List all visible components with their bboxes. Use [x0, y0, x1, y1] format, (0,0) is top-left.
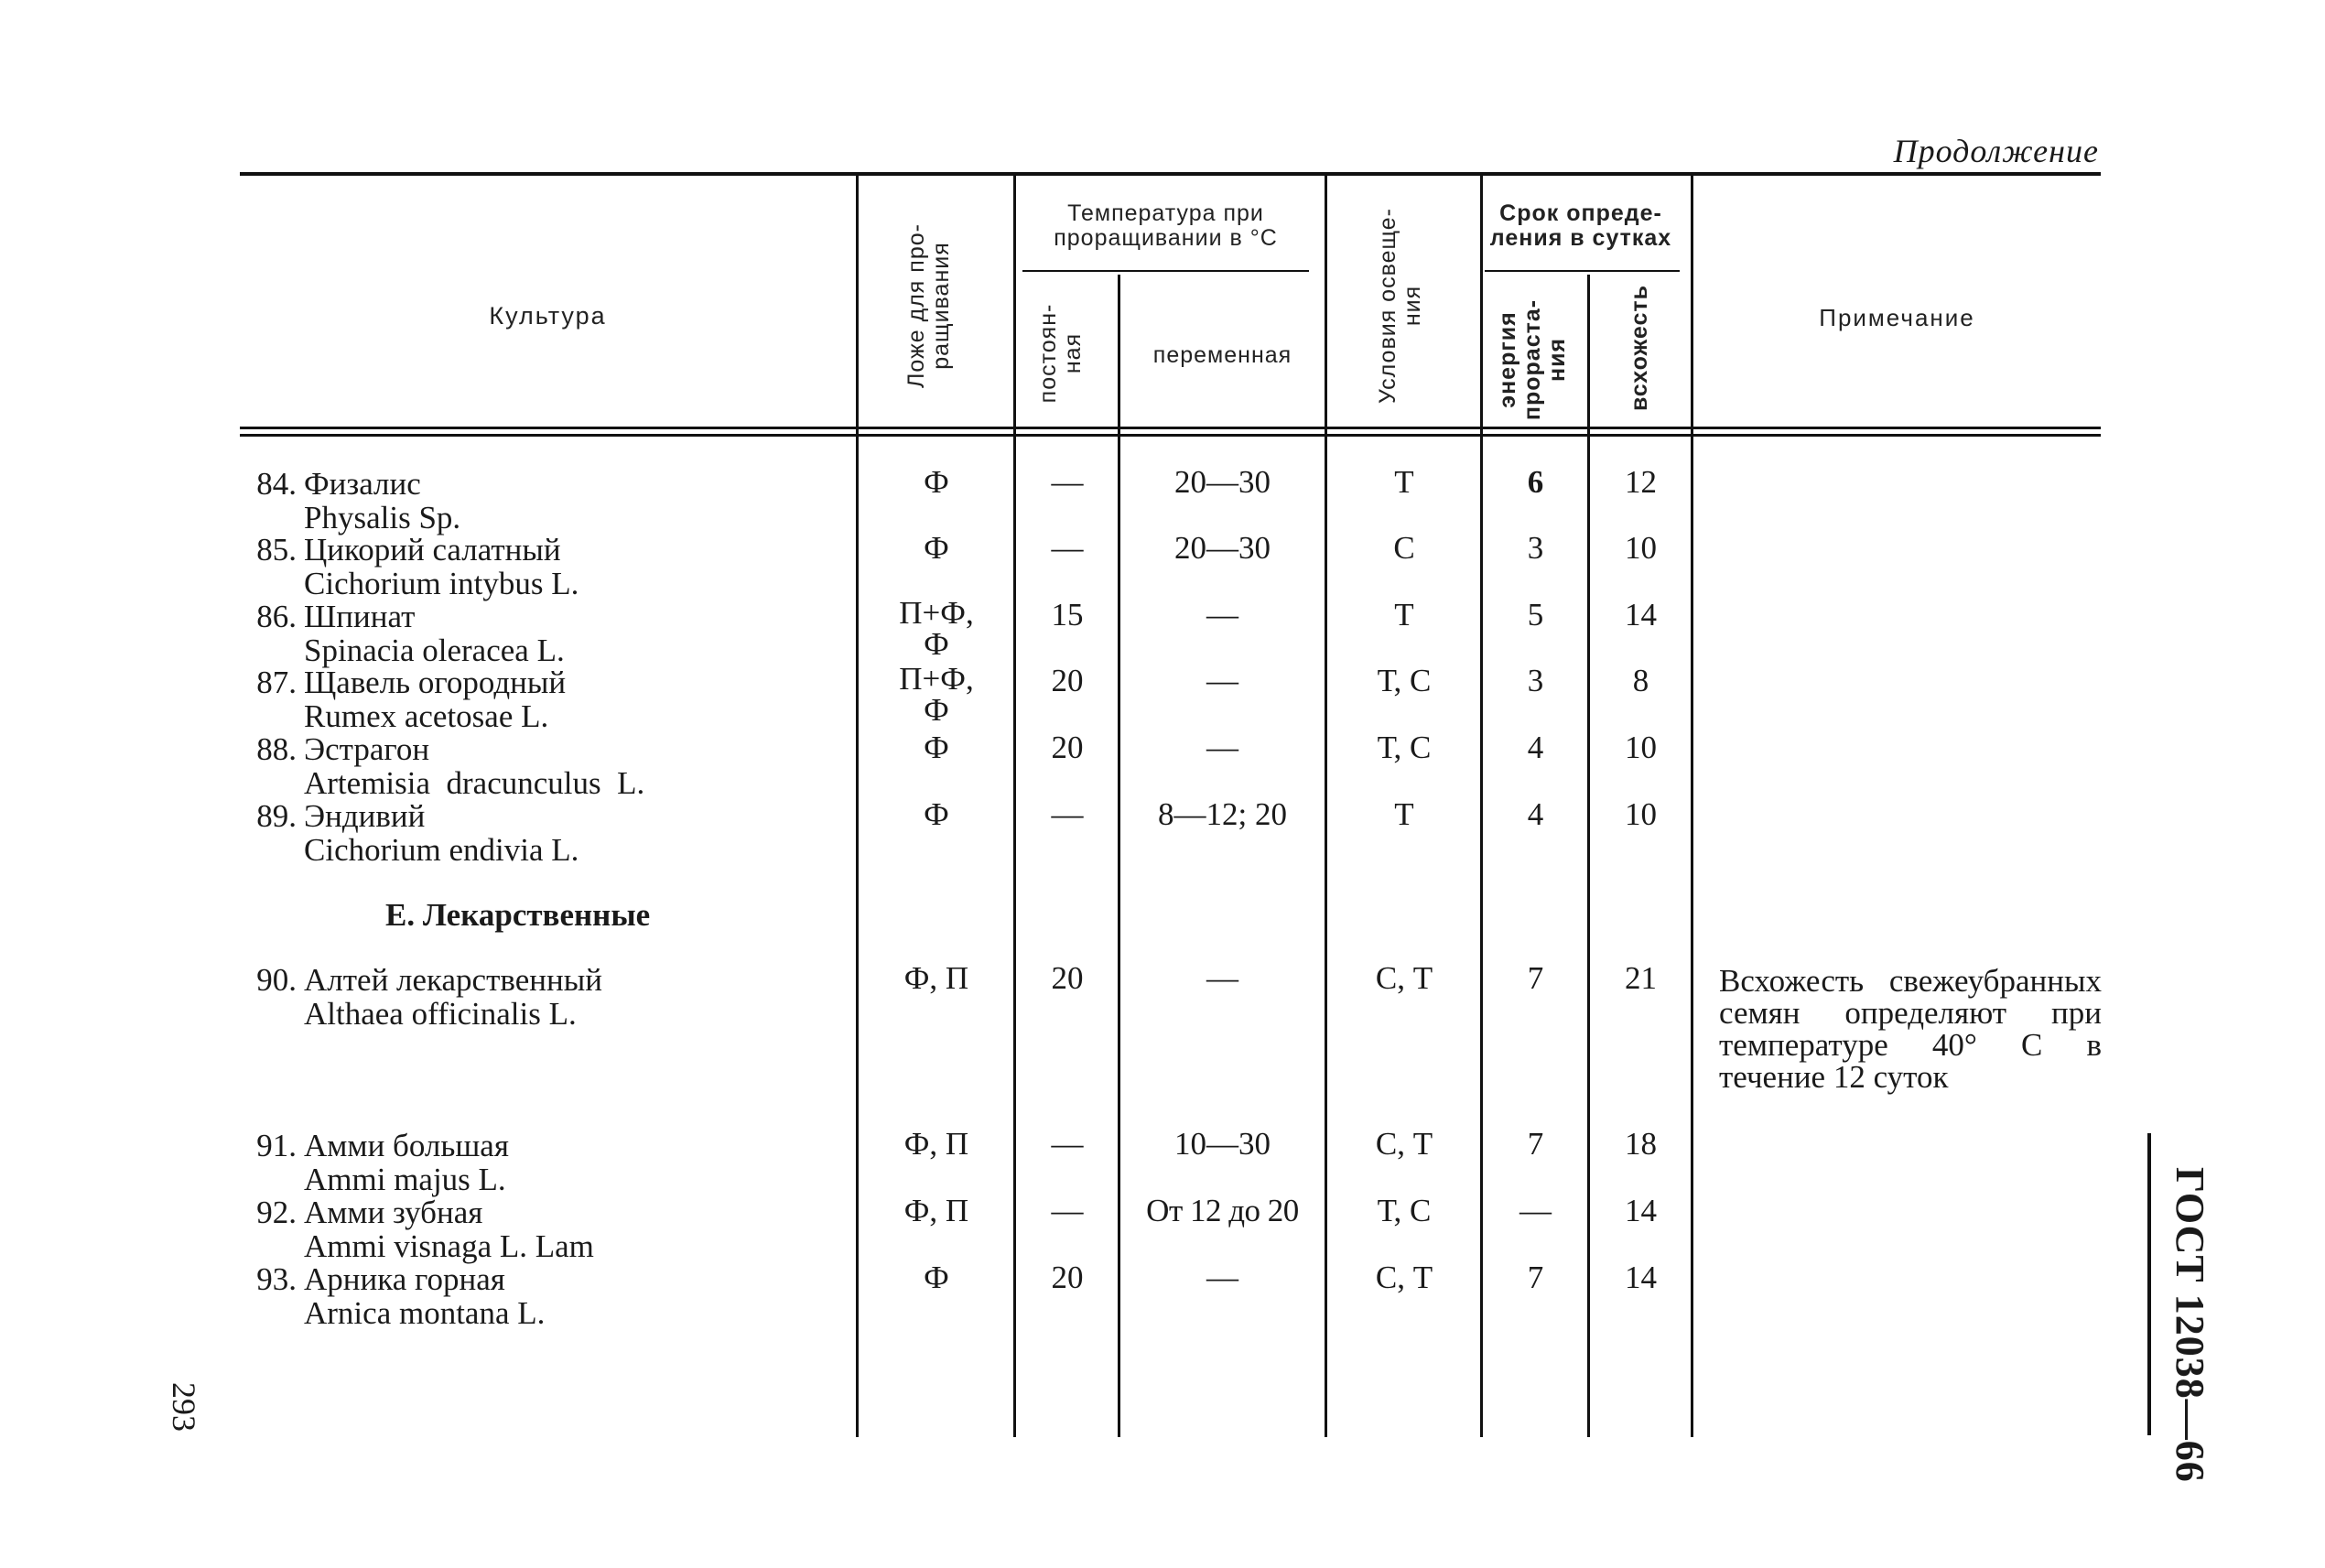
row-number: 86.: [256, 599, 297, 634]
temp-var-cell: —: [1206, 1260, 1238, 1295]
germ-cell: 18: [1625, 1126, 1657, 1162]
light-cell: С, Т: [1375, 1260, 1433, 1295]
germ-cell: 8: [1632, 663, 1649, 698]
light-cell: Т, С: [1377, 1193, 1432, 1228]
header-temp-const: постоян- ная: [1035, 303, 1086, 404]
culture-name: Шпинат: [304, 599, 416, 634]
temp-const-cell: 20: [1051, 663, 1084, 698]
culture-latin: Cichorium endivia L.: [304, 832, 579, 868]
germ-cell: 12: [1625, 464, 1657, 500]
bed-cell: [859, 595, 1014, 662]
culture-latin: Ammi visnaga L. Lam: [304, 1228, 594, 1264]
culture-latin: Althaea officinalis L.: [304, 996, 577, 1032]
bed-line-1: П+Ф,: [899, 661, 974, 697]
culture-latin: Spinacia oleracea L.: [304, 633, 565, 668]
temp-const-cell: 15: [1051, 597, 1084, 633]
energy-cell: —: [1519, 1193, 1552, 1228]
header-bed: Ложе для про- ращивания: [903, 223, 954, 388]
energy-cell: 3: [1527, 530, 1544, 566]
header-bottom-rule-2: [240, 434, 2101, 437]
bed-line-1: П+Ф,: [899, 595, 974, 631]
temp-var-cell: 10—30: [1174, 1126, 1271, 1162]
temp-const-cell: 20: [1051, 1260, 1084, 1295]
header-bottom-rule: [240, 427, 2101, 429]
temp-const-cell: —: [1051, 464, 1084, 500]
note-cell: Всхожесть свежеубранных семян определяют при температуре 40° С в течение 12 суток: [1719, 963, 2102, 1095]
table-row: [240, 1262, 545, 1330]
light-cell: С: [1393, 530, 1415, 566]
temp-var-cell: 8—12; 20: [1158, 796, 1287, 832]
energy-cell: 7: [1527, 960, 1544, 996]
temp-var-cell: —: [1206, 960, 1238, 996]
light-cell: Т: [1394, 597, 1414, 633]
header-temp-group: Температура при проращивании в °С: [1054, 200, 1278, 251]
row-number: 91.: [256, 1128, 297, 1163]
page-number: 293: [166, 1382, 202, 1432]
bed-cell: Ф: [924, 464, 949, 500]
bed-cell: [859, 661, 1014, 728]
culture-name: Физалис: [304, 466, 421, 502]
energy-cell: 4: [1527, 796, 1544, 832]
bed-cell: Ф: [924, 530, 949, 566]
section-title: Е. Лекарственные: [385, 897, 651, 933]
bed-cell: Ф, П: [903, 1126, 969, 1162]
energy-cell: 4: [1527, 730, 1544, 765]
temp-var-cell: 20—30: [1174, 464, 1271, 500]
row-number: 92.: [256, 1195, 297, 1230]
light-cell: С, Т: [1375, 1126, 1433, 1162]
header-term-group: Срок опреде- ления в сутках: [1489, 200, 1672, 251]
table-row: [240, 665, 566, 733]
light-cell: Т: [1394, 796, 1414, 832]
germ-cell: 14: [1625, 597, 1657, 633]
temp-const-cell: —: [1051, 796, 1084, 832]
germ-cell: 21: [1625, 960, 1657, 996]
germ-cell: 10: [1625, 796, 1657, 832]
continuation-label: Продолжение: [1893, 133, 2099, 169]
table-top-rule: [240, 172, 2101, 176]
bed-cell: Ф, П: [903, 960, 969, 996]
culture-latin: Physalis Sp.: [304, 500, 461, 535]
culture-name: Эстрагон: [304, 731, 430, 767]
table-row: [240, 799, 579, 867]
row-number: 84.: [256, 466, 297, 502]
table-row: [240, 1195, 594, 1263]
bed-cell: Ф: [924, 796, 949, 832]
table-row: [240, 732, 644, 800]
bed-line-2: Ф: [924, 692, 949, 728]
culture-name: Амми зубная: [304, 1195, 483, 1230]
header-temp-var: переменная: [1152, 342, 1292, 368]
culture-latin: Arnica montana L.: [304, 1295, 546, 1331]
row-number: 88.: [256, 731, 297, 767]
germ-cell: 14: [1625, 1193, 1657, 1228]
culture-name: Амми большая: [304, 1128, 509, 1163]
energy-cell: 5: [1527, 597, 1544, 633]
culture-latin: Rumex acetosae L.: [304, 698, 549, 734]
light-cell: Т, С: [1377, 663, 1432, 698]
culture-latin: Cichorium intybus L.: [304, 566, 579, 601]
culture-name: Щавель огородный: [304, 665, 567, 700]
row-number: 93.: [256, 1261, 297, 1297]
bed-cell: Ф: [924, 730, 949, 765]
temp-const-cell: —: [1051, 1126, 1084, 1162]
table-row: [240, 1129, 509, 1196]
culture-name: Эндивий: [304, 798, 426, 834]
temp-var-cell: От 12 до 20: [1146, 1193, 1299, 1228]
bed-cell: Ф, П: [903, 1193, 969, 1228]
energy-cell: 7: [1527, 1260, 1544, 1295]
temp-const-cell: —: [1051, 530, 1084, 566]
light-cell: Т, С: [1377, 730, 1432, 765]
culture-latin: Artemisia dracunculus L.: [304, 765, 645, 801]
header-light: Условия освеще- ния: [1375, 207, 1425, 405]
gost-label: ГОСТ 12038—66: [2168, 1167, 2212, 1483]
energy-cell: 6: [1527, 464, 1544, 500]
temp-var-cell: —: [1206, 730, 1238, 765]
culture-latin: Ammi majus L.: [304, 1162, 506, 1197]
table-row: [240, 963, 602, 1031]
table-row: [240, 467, 460, 535]
temp-const-cell: 20: [1051, 730, 1084, 765]
row-number: 89.: [256, 798, 297, 834]
germ-cell: 10: [1625, 730, 1657, 765]
temp-const-cell: —: [1051, 1193, 1084, 1228]
temp-var-cell: 20—30: [1174, 530, 1271, 566]
gost-side-rule: [2147, 1133, 2151, 1435]
germ-cell: 10: [1625, 530, 1657, 566]
culture-name: Алтей лекарственный: [304, 962, 602, 998]
header-germ: всхожесть: [1627, 284, 1652, 412]
bed-cell: Ф: [924, 1260, 949, 1295]
light-cell: С, Т: [1375, 960, 1433, 996]
table-row: [240, 600, 565, 667]
temp-const-cell: 20: [1051, 960, 1084, 996]
energy-cell: 3: [1527, 663, 1544, 698]
row-number: 85.: [256, 532, 297, 568]
table-row: [240, 533, 579, 600]
temp-var-cell: —: [1206, 597, 1238, 633]
germ-cell: 14: [1625, 1260, 1657, 1295]
row-number: 87.: [256, 665, 297, 700]
culture-name: Цикорий салатный: [304, 532, 561, 568]
temp-var-cell: —: [1206, 663, 1238, 698]
header-note: Примечание: [1819, 304, 1975, 331]
row-number: 90.: [256, 962, 297, 998]
bed-line-2: Ф: [924, 626, 949, 662]
header-energy: энергия прораста- ния: [1495, 298, 1570, 421]
header-culture: Культура: [489, 302, 607, 330]
culture-name: Арника горная: [304, 1261, 505, 1297]
energy-cell: 7: [1527, 1126, 1544, 1162]
light-cell: Т: [1394, 464, 1414, 500]
